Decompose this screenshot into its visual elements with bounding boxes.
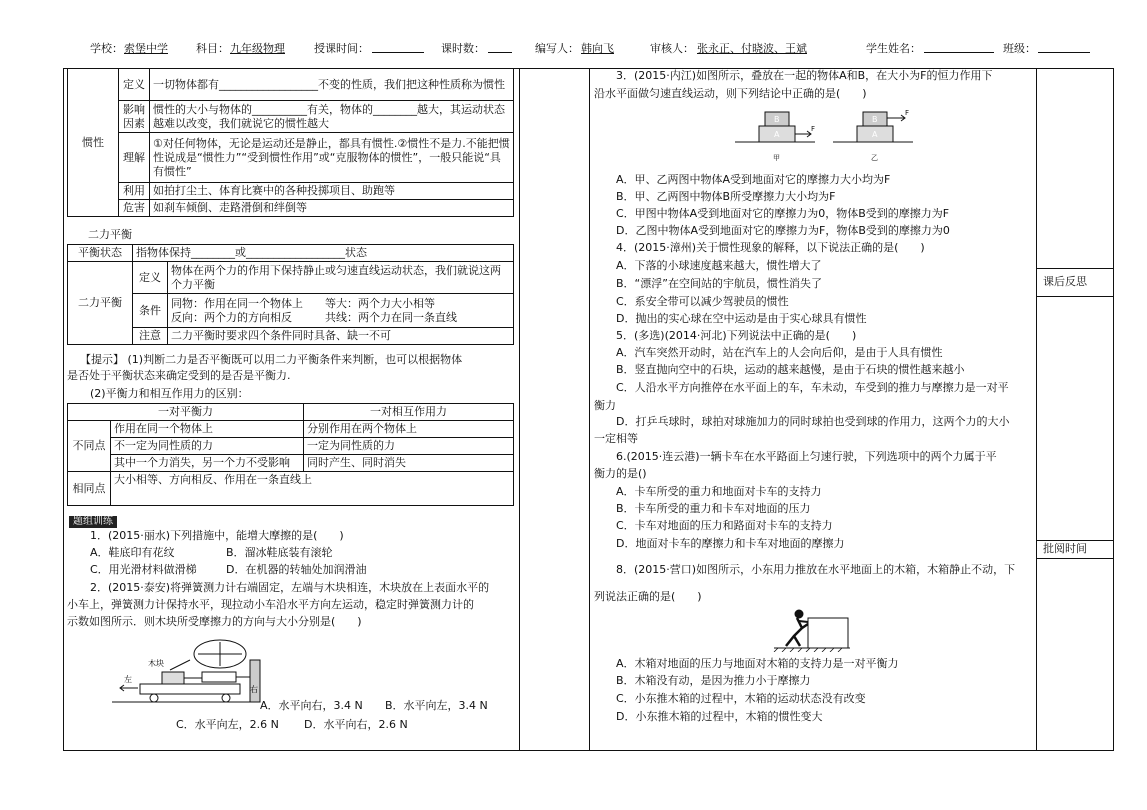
inertia-key-3: 利用 — [119, 183, 150, 200]
inertia-key-2: 理解 — [119, 133, 150, 183]
q8-option-b: B．木箱没有动，是因为推力小于摩擦力 — [616, 674, 811, 687]
q2-label-right: 右 — [250, 685, 258, 694]
hours-blank — [488, 40, 512, 53]
q5-option-c-1: C．人沿水平方向推停在水平面上的车，车未动，车受到的推力与摩擦力是一对平 — [616, 381, 1009, 394]
q3-option-b: B．甲、乙两图中物体B所受摩擦力大小均为F — [616, 190, 836, 203]
compare-diff-b-2: 同时产生、同时消失 — [304, 455, 514, 472]
balance-def-val: 物体在两个力的作用下保持静止或匀速直线运动状态，我们就说这两个力平衡 — [168, 262, 514, 294]
school-label: 学校： — [90, 42, 123, 55]
q8-stem-2: 列说法正确的是( ) — [594, 590, 702, 603]
inertia-table — [67, 68, 514, 217]
student-blank — [924, 40, 994, 53]
balance-note-key: 注意 — [133, 328, 168, 345]
q8-option-c: C．小东推木箱的过程中，木箱的运动状态没有改变 — [616, 692, 866, 705]
student-label: 学生姓名： — [866, 42, 921, 55]
q3-figure — [735, 104, 915, 166]
tip-line-1: 【提示】 (1)判断二力是否平衡既可以用二力平衡条件来判断，也可以根据物体 — [80, 353, 463, 366]
balance-cond-val — [168, 294, 514, 328]
q2-option-c: C．水平向左，2.6 N — [176, 718, 279, 731]
q8-option-d: D．小东推木箱的过程中，木箱的惯性变大 — [616, 710, 823, 723]
inertia-key-1: 影响因素 — [119, 101, 150, 133]
q2-option-d: D．水平向右，2.6 N — [304, 718, 408, 731]
q1-option-a: A．鞋底印有花纹 — [90, 546, 175, 559]
balance-title: 二力平衡 — [68, 262, 133, 345]
school-name: 索堡中学 — [124, 42, 168, 55]
q4-option-d: D．抛出的实心球在空中运动是由于实心球具有惯性 — [616, 312, 867, 325]
inertia-val-1: 惯性的大小与物体的__________有关，物体的________越大，其运动状态越难以改变，我们就说它的惯性越大 — [150, 101, 514, 133]
q2-figure — [110, 632, 270, 710]
q3-yi-label-f: F — [905, 109, 910, 117]
q1-option-d: D．在机器的转轴处加润滑油 — [226, 563, 367, 576]
q2-option-b: B．水平向左，3.4 N — [385, 699, 488, 712]
q8-option-a: A．木箱对地面的压力与地面对木箱的支持力是一对平衡力 — [616, 657, 899, 670]
balance-cond-line-2: 反向：两个力的方向相反 共线：两个力在同一条直线 — [171, 310, 457, 324]
column-divider-3 — [1036, 68, 1037, 751]
q2-stem-1: 2．(2015·泰安)将弹簧测力计右端固定，左端与木块相连，木块放在上表面水平的 — [90, 581, 490, 594]
q3-jia-label-f: F — [811, 125, 816, 133]
q5-option-c-2: 衡力 — [594, 399, 616, 412]
q3-stem-2: 沿水平面做匀速直线运动，则下列结论中正确的是( ) — [594, 87, 867, 100]
q3-option-a: A．甲、乙两图中物体A受到地面对它的摩擦力大小均为F — [616, 173, 891, 186]
q3-jia-label-a: A — [774, 130, 780, 139]
q3-stem-1: 3．(2015·内江)如图所示，叠放在一起的物体A和B，在大小为F的恒力作用下 — [616, 69, 993, 82]
balance-section-title: 二力平衡 — [88, 228, 132, 241]
practice-label: 题组训练 — [69, 516, 117, 528]
column-divider-2 — [589, 68, 590, 751]
compare-diff-label: 不同点 — [68, 421, 111, 472]
class-label: 班级： — [1003, 42, 1036, 55]
balance-def-key: 定义 — [133, 262, 168, 294]
q1-option-b: B．溜冰鞋底装有滚轮 — [226, 546, 333, 559]
q5-option-d-1: D．打乒乓球时，球拍对球施加力的同时球拍也受到球的作用力，这两个力的大小 — [616, 415, 1010, 428]
compare-diff-a-1: 不一定为同性质的力 — [111, 438, 304, 455]
inertia-val-4: 如刹车倾倒、走路滑倒和绊倒等 — [150, 200, 514, 217]
balance-cond-key: 条件 — [133, 294, 168, 328]
review-time-label: 批阅时间 — [1043, 542, 1087, 555]
q8-stem-1: 8．(2015·营口)如图所示，小东用力推放在水平地面上的木箱，木箱静止不动，下 — [616, 563, 1016, 576]
side-line-4 — [1036, 558, 1114, 559]
q4-option-a: A．下落的小球速度越来越大，惯性增大了 — [616, 259, 822, 272]
inertia-title: 惯性 — [68, 69, 119, 217]
inertia-val-3: 如拍打尘土、体育比赛中的各种投掷项目、助跑等 — [150, 183, 514, 200]
balance-note-val: 二力平衡时要求四个条件同时具备、缺一不可 — [168, 328, 514, 345]
q8-figure — [772, 604, 852, 652]
tip-line-2: 是否处于平衡状态来确定受到的是否是平衡力. — [67, 369, 291, 382]
q5-option-a: A．汽车突然开动时，站在汽车上的人会向后仰，是由于人具有惯性 — [616, 346, 943, 359]
compare-same-label: 相同点 — [68, 472, 111, 506]
compare-diff-b-0: 分别作用在两个物体上 — [304, 421, 514, 438]
q6-option-d: D．地面对卡车的摩擦力和卡车对地面的摩擦力 — [616, 537, 845, 550]
inertia-key-0: 定义 — [119, 69, 150, 101]
time-blank — [372, 40, 424, 53]
q2-option-a: A．水平向右，3.4 N — [260, 699, 363, 712]
compare-diff-a-0: 作用在同一个物体上 — [111, 421, 304, 438]
side-line-2 — [1036, 296, 1114, 297]
inertia-key-4: 危害 — [119, 200, 150, 217]
q6-stem-1: 6.(2015·连云港)一辆卡车在水平路面上匀速行驶，下列选项中的两个力属于平 — [616, 450, 997, 463]
q3-jia-label-b: B — [774, 115, 780, 124]
balance-state-label: 平衡状态 — [68, 245, 133, 262]
q4-option-c: C．系安全带可以减少驾驶员的惯性 — [616, 295, 789, 308]
q5-option-b: B．竖直抛向空中的石块，运动的越来越慢，是由于石块的惯性越来越小 — [616, 363, 965, 376]
subject-name: 九年级物理 — [230, 42, 285, 55]
q6-option-c: C．卡车对地面的压力和路面对卡车的支持力 — [616, 519, 833, 532]
q3-fig-yi: 乙 — [871, 154, 878, 162]
author-label: 编写人： — [535, 42, 579, 55]
balance-state-text: 指物体保持________或__________________状态 — [133, 245, 514, 262]
hours-label: 课时数： — [441, 42, 485, 55]
balance-cond-line-1: 同物：作用在同一个物体上 等大：两个力大小相等 — [171, 296, 435, 310]
page-header — [0, 40, 1147, 58]
compare-diff-b-1: 一定为同性质的力 — [304, 438, 514, 455]
q3-fig-jia: 甲 — [773, 154, 780, 162]
q3-yi-label-b: B — [872, 115, 878, 124]
q6-option-b: B．卡车所受的重力和卡车对地面的压力 — [616, 502, 811, 515]
compare-diff-a-2: 其中一个力消失，另一个力不受影响 — [111, 455, 304, 472]
q3-option-d: D．乙图中物体A受到地面对它的摩擦力为F，物体B受到的摩擦力为0 — [616, 224, 950, 237]
q5-stem: 5．(多选)(2014·河北)下列说法中正确的是( ) — [616, 329, 857, 342]
practice-banner — [69, 514, 117, 528]
reflect-label: 课后反思 — [1043, 275, 1087, 288]
q2-label-left: 左 — [124, 675, 132, 684]
compare-col2: 一对相互作用力 — [304, 404, 514, 421]
inertia-val-2: ①对任何物体，无论是运动还是静止，都具有惯性.②惯性不是力.不能把惯性说成是“惯性力”“受到惯性作用”或“克服物体的惯性”，一般只能说“具有惯性” — [150, 133, 514, 183]
q2-stem-3: 示数如图所示．则木块所受摩擦力的方向与大小分别是( ) — [67, 615, 362, 628]
q1-option-c: C．用光滑材料做滑梯 — [90, 563, 197, 576]
column-divider-1 — [519, 68, 520, 751]
q1-stem: 1．(2015·丽水)下列措施中，能增大摩擦的是( ) — [90, 529, 344, 542]
compare-same-text: 大小相等、方向相反、作用在一条直线上 — [111, 472, 514, 506]
class-blank — [1038, 40, 1090, 53]
subject-label: 科目： — [196, 42, 229, 55]
q4-option-b: B．“漂浮”在空间站的宇航员，惯性消失了 — [616, 277, 822, 290]
q3-option-c: C．甲图中物体A受到地面对它的摩擦力为0，物体B受到的摩擦力为F — [616, 207, 950, 220]
q6-option-a: A．卡车所受的重力和地面对卡车的支持力 — [616, 485, 822, 498]
time-label: 授课时间： — [314, 42, 369, 55]
author-name: 韩向飞 — [581, 42, 614, 55]
q2-label-block: 木块 — [148, 659, 164, 668]
q5-option-d-2: 一定相等 — [594, 432, 638, 445]
q3-yi-label-a: A — [872, 130, 878, 139]
reviewer-name: 张永正、付晓波、王斌 — [697, 42, 807, 55]
reviewer-label: 审核人： — [650, 42, 694, 55]
inertia-val-0: 一切物体都有__________________不变的性质，我们把这种性质称为惯性 — [150, 69, 514, 101]
q4-stem: 4．(2015·漳州)关于惯性现象的解释，以下说法正确的是( ) — [616, 241, 925, 254]
side-line-1 — [1036, 268, 1114, 269]
q6-stem-2: 衡力的是() — [594, 467, 647, 480]
balance-table — [67, 244, 514, 345]
compare-col1: 一对平衡力 — [68, 404, 304, 421]
tip-line-3: (2)平衡力和相互作用力的区别： — [90, 387, 249, 400]
compare-table — [67, 403, 514, 506]
q2-stem-2: 小车上，弹簧测力计保持水平，现拉动小车沿水平方向左运动，稳定时弹簧测力计的 — [67, 598, 474, 611]
